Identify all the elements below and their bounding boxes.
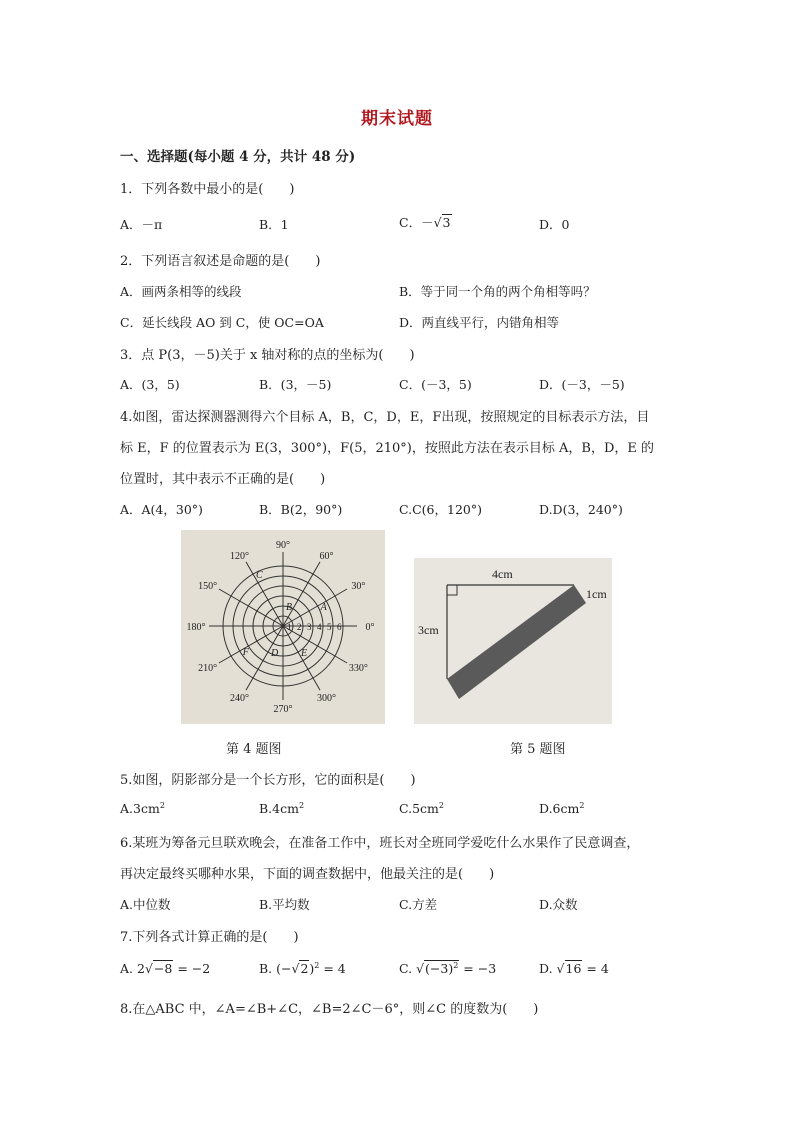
q3-option-a: A．(3，5) [120,377,180,392]
angle-label: 330° [348,663,368,674]
q1-option-c-radicand: 3 [442,215,451,230]
q1-option-d: D．0 [539,217,570,232]
target-label: C [256,570,263,582]
angle-label: 0° [365,622,375,633]
q7-option-c [399,961,496,976]
q2-option-c: C．延长线段 AO 到 C，使 OC=OA [120,315,324,330]
q5-option-d [539,801,584,816]
q5-stem: 5.如图，阴影部分是一个长方形，它的面积是( ) [120,773,416,788]
angle-label: 240° [230,693,249,705]
q7-d-end: = 4 [582,961,609,976]
q1-option-a: A．－π [120,217,163,232]
q1-option-b: B．1 [259,217,289,232]
rectangle-figure [414,558,612,724]
q1-option-c-prefix: C．－ [399,215,434,230]
q2-option-b: B．等于同一个角的两个角相等吗？ [399,284,596,299]
q6-option-a: A.中位数 [120,897,171,912]
q7-a-radicand: −8 [153,961,173,976]
q6-line-1: 6.某班为筹备元旦联欢晚会，在准备工作中，班长对全班同学爱吃什么水果作了民意调查， [120,836,640,851]
q5-option-a [120,801,165,816]
sqrt-sign: √ [556,961,565,976]
q7-option-a [120,961,210,976]
target-label: B [286,602,293,613]
q7-d-pre: D. [539,961,557,976]
q3-option-c: C．(－3，5) [399,377,472,392]
ring-label: 5 [327,622,332,632]
q8-stem: 8.在△ABC 中，∠A=∠B+∠C，∠B=2∠C－6°，则∠C 的度数为( ) [120,1002,539,1017]
angle-label: 180° [186,622,206,633]
angle-label: 150° [198,581,218,592]
sqrt-sign: √ [416,961,425,977]
q5-a-text: A.3cm [120,801,160,817]
q7-c-radicand-wrap [424,960,459,976]
q7-a-pre: A. 2 [120,961,145,976]
q3-option-b: B．(3，－5) [259,377,332,392]
q4-line-2: 标 E，F 的位置表示为 E(3，300°)，F(5，210°)，按照此方法在表示目标 A，B，D，E 的 [120,441,654,456]
q2-option-d: D．两直线平行，内错角相等 [399,315,560,330]
q5-option-b [259,801,304,816]
q6-option-c: C.方差 [399,897,438,912]
angle-label: 120° [230,550,249,562]
q1-stem: 1．下列各数中最小的是( ) [120,182,295,197]
angle-label: 30° [351,581,366,592]
q7-option-d [539,961,609,976]
q7-a-post: = −2 [173,961,211,976]
fig5-caption: 第 5 题图 [510,742,566,757]
q7-b-exp: 2 [314,961,320,970]
q1-option-c [399,213,452,231]
q4-option-d: D.D(3，240°) [539,502,623,517]
q7-option-b [259,961,346,976]
sqrt-sign: √ [291,961,300,977]
ring-label: 2 [297,622,302,632]
page-title: 期末试题 [361,109,433,129]
q3-stem: 3．点 P(3，－5)关于 x 轴对称的点的坐标为( ) [120,348,415,363]
target-label: D [271,647,279,659]
q7-c-pre: C. [399,961,417,977]
target-label: A [320,602,327,613]
ring-label: 3 [307,622,312,632]
q5-c-text: C.5cm [399,801,439,817]
q5-d-sup: 2 [579,801,585,810]
angle-label: 90° [276,540,290,551]
sqrt-sign: √ [144,961,153,976]
q4-option-b: B．B(2，90°) [259,502,343,517]
sqrt-sign: √ [433,215,442,230]
ring-label: 4 [317,622,322,632]
q4-line-1: 4.如图，雷达探测器测得六个目标 A，B，C，D，E，F出现，按照规定的目标表示方法，目 [120,410,650,425]
q5-c-sup: 2 [438,801,444,810]
q7-b-post: ) [309,961,315,977]
q7-stem: 7.下列各式计算正确的是( ) [120,930,299,945]
q7-b-end: = 4 [319,961,346,977]
section-heading: 一、选择题(每小题 4 分，共计 48 分) [120,149,356,165]
target-label: F [242,647,249,658]
radar-figure [181,530,385,724]
q4-line-3: 位置时，其中表示不正确的是( ) [120,472,326,487]
q7-d-radicand: 16 [565,961,582,976]
label-1cm: 1cm [586,587,607,601]
q6-option-d: D.众数 [539,897,578,912]
q2-option-a: A．画两条相等的线段 [120,284,242,299]
q4-option-c: C.C(6，120°) [399,502,482,517]
q7-b-radicand: 2 [300,961,309,977]
label-3cm: 3cm [418,623,439,637]
q3-option-d: D．(－3，－5) [539,377,625,392]
target-label: E [301,647,308,659]
q2-stem: 2．下列语言叙述是命题的是( ) [120,254,321,269]
q5-b-sup: 2 [298,801,305,810]
ring-label: 6 [337,622,342,632]
q7-c-exp: 2 [453,961,459,970]
q7-c-end: = −3 [459,961,497,977]
angle-label: 210° [198,663,218,674]
q5-option-c [399,801,444,816]
angle-label: 300° [317,693,336,705]
q5-b-text: B.4cm [259,801,299,817]
q7-b-pre: B. (− [259,961,292,977]
q5-d-text: D.6cm [539,801,580,817]
q4-option-a: A．A(4，30°) [120,502,203,517]
ring-label: 1 [287,622,292,632]
q5-a-sup: 2 [159,801,165,810]
fig4-caption: 第 4 题图 [226,742,282,757]
angle-label: 270° [273,704,293,715]
q7-c-radicand: (−3) [425,961,454,977]
label-4cm: 4cm [492,567,513,581]
angle-label: 60° [319,550,334,562]
q6-option-b: B.平均数 [259,897,310,912]
q6-line-2: 再决定最终买哪种水果，下面的调查数据中，他最关注的是( ) [120,867,495,882]
